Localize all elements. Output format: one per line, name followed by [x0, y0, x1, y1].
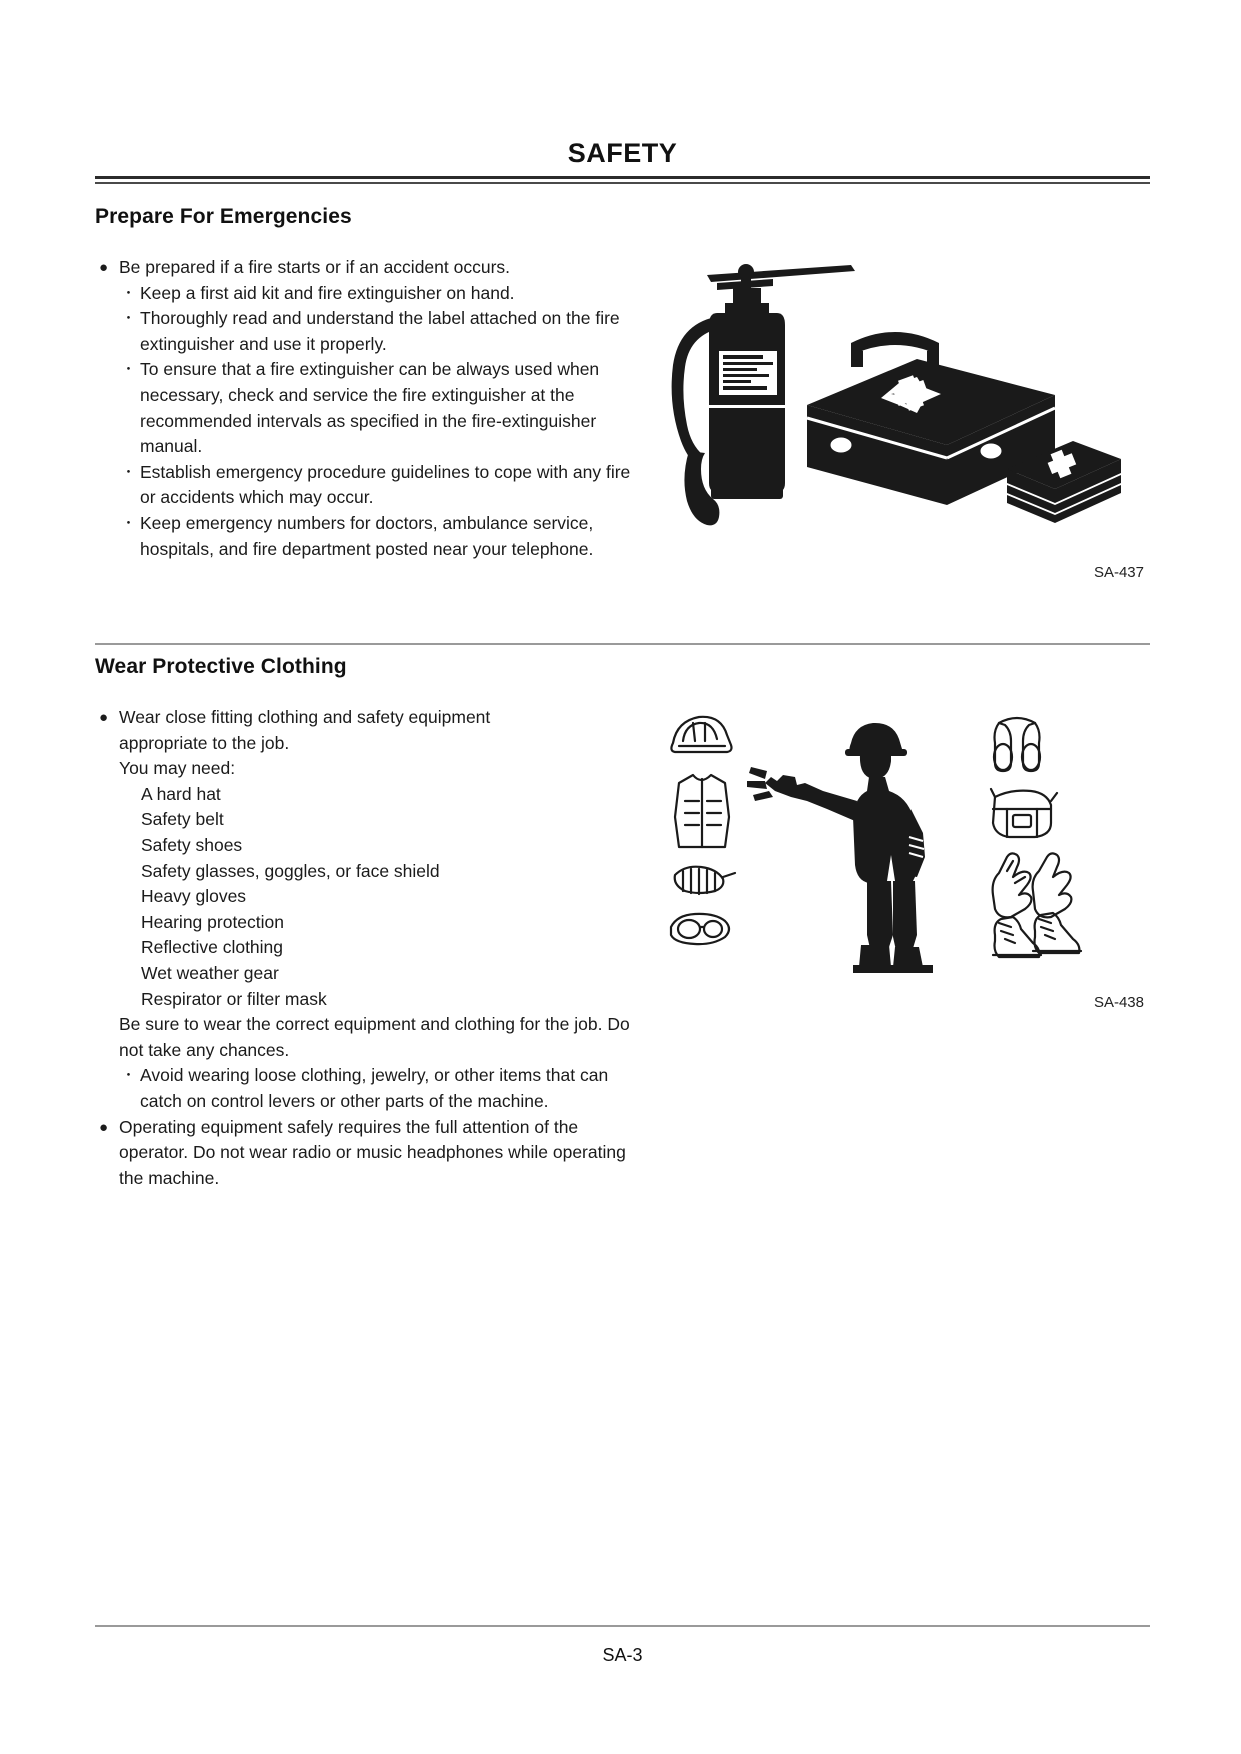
list-item [95, 705, 635, 1115]
footer-divider [95, 1625, 1150, 1627]
list-item [119, 460, 635, 511]
list-item [119, 281, 635, 307]
page-number: SA-3 [602, 1645, 643, 1665]
header-rule-thick [95, 176, 1150, 179]
hard-hat-icon [671, 717, 731, 752]
bullet-disc-icon: ● [99, 1118, 109, 1136]
bullet-middot-icon: ・ [121, 463, 137, 481]
safety-shoes-icon [993, 913, 1081, 957]
protective-equipment-illustration [655, 705, 1115, 985]
heavy-gloves-icon [993, 853, 1032, 917]
list-item: A hard hat [141, 783, 221, 804]
figure-column-clothing [635, 705, 1150, 1011]
sub-bullet-text: Thoroughly read and understand the label attached on the fire extinguisher and use it properly. [140, 308, 620, 354]
figure-protective-clothing [655, 705, 1150, 1011]
clothing-bullet-list [95, 705, 635, 1191]
fire-extinguisher-and-first-aid-kit-illustration [655, 255, 1125, 555]
bullet-disc-icon: ● [99, 259, 109, 276]
list-item: Wet weather gear [141, 962, 279, 983]
safety-vest-icon [675, 775, 729, 847]
bullet-middot-icon: ・ [121, 310, 137, 328]
bullet-text: Operating equipment safely requires the full attention of the operator. Do not wear radio or music headphones while operating the machine. [119, 1116, 626, 1188]
list-item: Safety glasses, goggles, or face shield [141, 860, 440, 881]
hearing-protection-icon [994, 718, 1040, 771]
worker-silhouette [747, 723, 933, 973]
list-item [119, 306, 635, 357]
clothing-sub-list [119, 1063, 635, 1114]
be-sure-paragraph: Be sure to wear the correct equipment and clothing for the job. Do not take any chances. [119, 1014, 630, 1060]
emergency-sub-list [119, 281, 635, 563]
list-item: Safety belt [141, 809, 224, 830]
you-may-need-label: You may need: [119, 758, 236, 779]
bullet-middot-icon: ・ [121, 514, 137, 532]
bullet-middot-icon: ・ [121, 284, 137, 302]
list-item [95, 1115, 635, 1192]
figure-column-emergencies [635, 255, 1150, 581]
emergency-bullet-list [95, 255, 635, 562]
section-body-clothing [95, 705, 1150, 1191]
sub-bullet-text: Establish emergency procedure guidelines to cope with any fire or accidents which may occur. [140, 461, 631, 508]
bullet-disc-icon: ● [99, 709, 109, 726]
section-heading-emergencies: Prepare For Emergencies [95, 205, 352, 228]
figure-fire-extinguisher-first-aid [655, 255, 1150, 581]
bullet-text-line-2: appropriate to the job. [119, 732, 290, 753]
sub-bullet-text: Avoid wearing loose clothing, jewelry, or other items that can catch on control levers or other parts of the machine. [140, 1065, 609, 1111]
figure-caption: SA-438 [1093, 994, 1144, 1011]
header-rule-thin [95, 182, 1150, 184]
list-item: Heavy gloves [141, 886, 247, 907]
bullet-text-line-1: Wear close fitting clothing and safety equipment [119, 707, 491, 727]
section-wear-protective-clothing [95, 655, 1150, 1191]
list-item [119, 357, 635, 459]
section-heading-clothing: Wear Protective Clothing [95, 655, 347, 678]
list-item [119, 1063, 635, 1114]
bullet-text: Be prepared if a fire starts or if an accident occurs. [119, 257, 511, 277]
equipment-list [119, 782, 635, 1012]
section-body-emergencies [95, 255, 1150, 581]
sub-bullet-text: To ensure that a fire extinguisher can be always used when necessary, check and service the fire extinguisher at the recommended intervals as specified in the fire-extinguisher manual. [140, 359, 600, 457]
list-item: Safety shoes [141, 834, 243, 855]
safety-goggles-icon [671, 914, 729, 944]
list-item [119, 511, 635, 562]
page-header [95, 138, 1150, 169]
bullet-middot-icon: ・ [121, 361, 137, 379]
text-column-emergencies [95, 255, 635, 562]
section-divider [95, 643, 1150, 645]
text-column-clothing [95, 705, 635, 1191]
figure-caption: SA-437 [1093, 564, 1144, 581]
list-item: Reflective clothing [141, 937, 284, 958]
respirator-mask-icon [675, 867, 735, 894]
list-item [95, 255, 635, 562]
list-item: Hearing protection [141, 911, 284, 932]
page-title: SAFETY [567, 138, 678, 168]
sub-bullet-text: Keep a first aid kit and fire extinguisher on hand. [140, 282, 515, 303]
sub-bullet-text: Keep emergency numbers for doctors, ambulance service, hospitals, and fire department posted near your telephone. [140, 512, 594, 559]
heavy-gloves-icon-second [1033, 853, 1072, 917]
section-prepare-for-emergencies [95, 205, 1150, 581]
list-item: Respirator or filter mask [141, 988, 327, 1009]
bullet-middot-icon: ・ [121, 1067, 137, 1085]
safety-belt-icon [991, 789, 1057, 837]
